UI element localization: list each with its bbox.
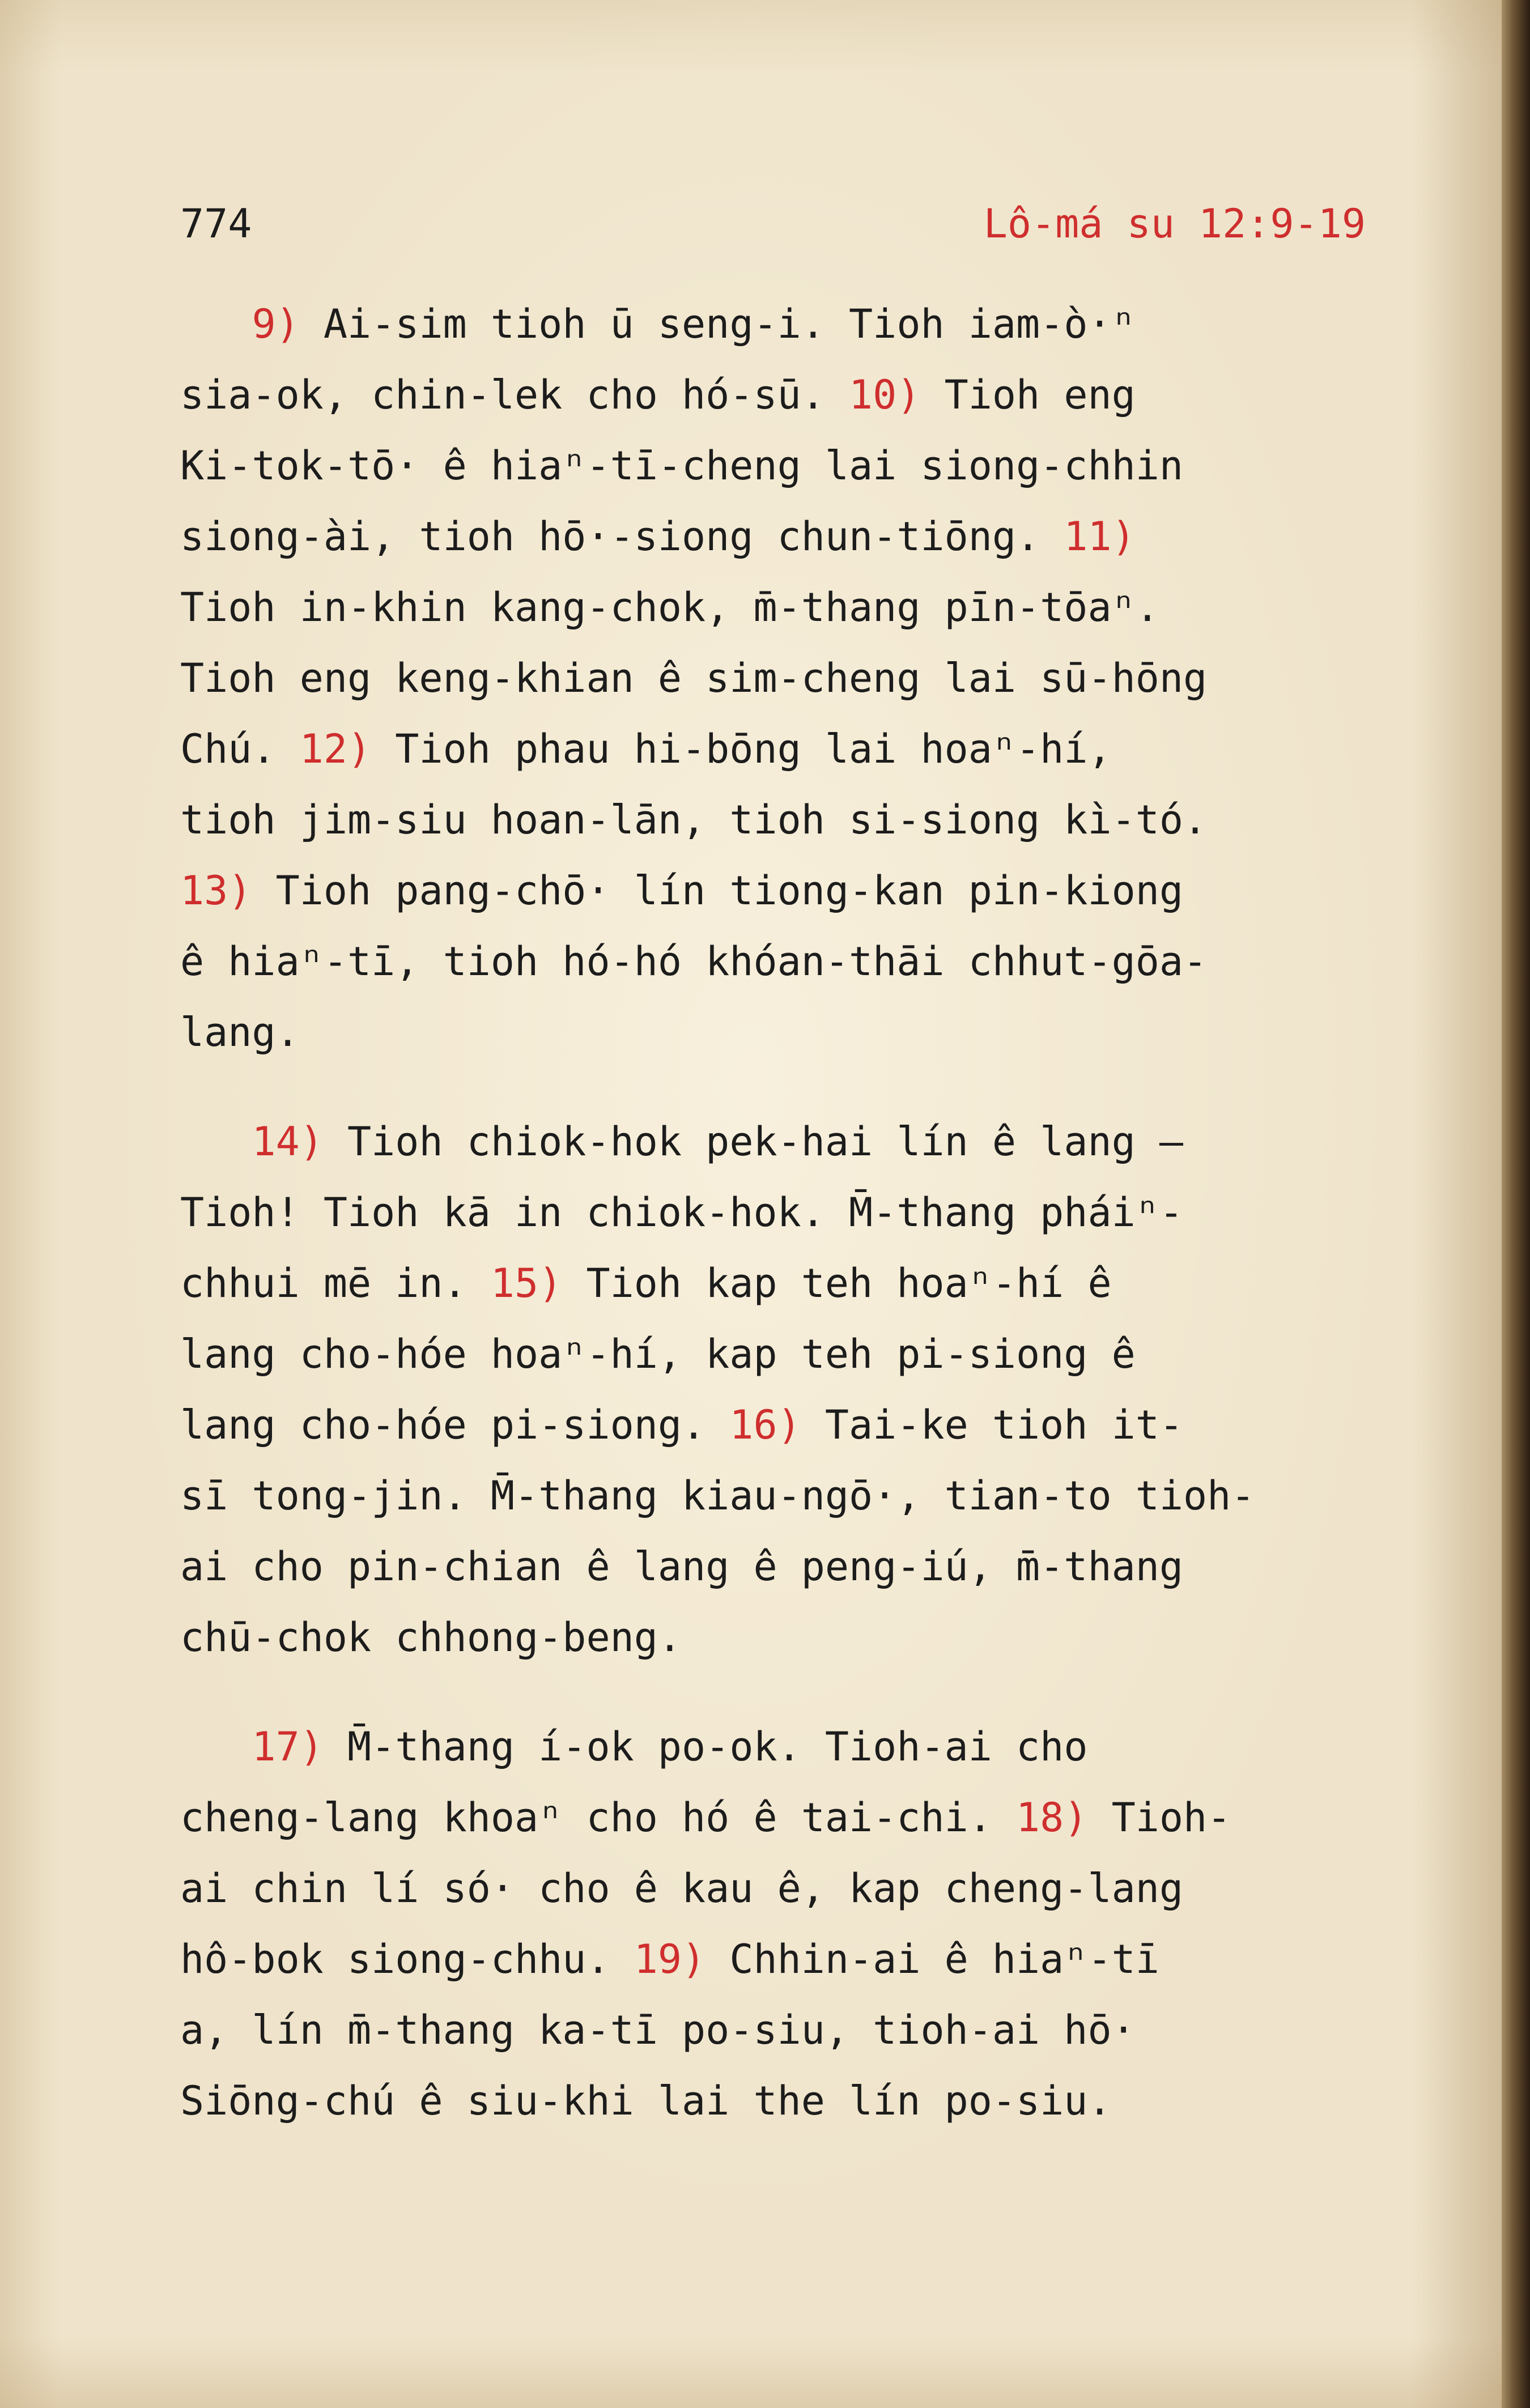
verse-text: Siōng-chú ê siu-khi lai the lín po-siu. <box>180 2078 1112 2124</box>
verse-text: M̄-thang í-ok po-ok. Tioh-ai cho <box>323 1724 1088 1770</box>
verse-number: 19) <box>634 1936 706 1982</box>
text-line <box>180 1177 1455 1248</box>
verse-text: tioh jim-siu hoan-lān, tioh si-siong kì-tó. <box>180 797 1208 843</box>
verse-text: Chú. <box>180 726 300 772</box>
verse-number: 15) <box>490 1260 563 1307</box>
verse-text: hô-bok siong-chhu. <box>180 1936 634 1982</box>
verse-text: Tioh kap teh hoaⁿ-hí ê <box>562 1260 1112 1307</box>
verse-text: ai chin lí só· cho ê kau ê, kap cheng-lang <box>180 1865 1184 1912</box>
text-line <box>180 997 1455 1068</box>
text-line <box>180 926 1455 997</box>
paragraph <box>180 1712 1455 2137</box>
verse-text: ai cho pin-chian ê lang ê peng-iú, m̄-thang <box>180 1543 1184 1590</box>
verse-number: 16) <box>729 1402 801 1448</box>
text-line <box>180 289 1455 360</box>
verse-number: 13) <box>180 867 252 914</box>
verse-text: sī tong-jin. M̄-thang kiau-ngō·, tian-to tioh- <box>180 1473 1255 1519</box>
text-line <box>180 2066 1455 2137</box>
page-number: 774 <box>180 201 252 247</box>
verse-text: cheng-lang khoaⁿ cho hó ê tai-chi. <box>180 1794 1017 1841</box>
text-line <box>180 714 1455 785</box>
text-line <box>180 1107 1455 1177</box>
verse-text: Tioh in-khin kang-chok, m̄-thang pīn-tōaⁿ. <box>180 584 1159 631</box>
text-line <box>180 360 1455 431</box>
book-edge <box>1502 0 1530 2408</box>
text-line <box>180 1461 1455 1531</box>
verse-text: lang cho-hóe pi-siong. <box>180 1402 730 1448</box>
text-line <box>180 431 1455 501</box>
verse-text: lang cho-hóe hoaⁿ-hí, kap teh pi-siong ê <box>180 1331 1136 1377</box>
text-line <box>180 1712 1455 1782</box>
text-line <box>180 1924 1455 1995</box>
verse-number: 12) <box>299 726 372 772</box>
verse-text: Tai-ke tioh it- <box>801 1402 1184 1448</box>
verse-number: 18) <box>1016 1794 1088 1841</box>
scripture-text <box>180 289 1455 2137</box>
verse-text: Ai-sim tioh ū seng-i. Tioh iam-ò·ⁿ <box>299 301 1136 347</box>
verse-text: Tioh pang-chō· lín tiong-kan pin-kiong <box>252 867 1184 914</box>
text-line <box>180 1853 1455 1924</box>
verse-text: ê hiaⁿ-tī, tioh hó-hó khóan-thāi chhut-gōa- <box>180 938 1208 985</box>
paragraph <box>180 1107 1455 1673</box>
text-line <box>180 643 1455 714</box>
verse-text: Tioh eng keng-khian ê sim-cheng lai sū-hōng <box>180 655 1208 701</box>
text-line <box>180 1319 1455 1390</box>
page-header <box>180 193 1366 255</box>
text-line <box>180 572 1455 643</box>
text-line <box>180 1248 1455 1319</box>
text-line <box>180 785 1455 856</box>
verse-text: sia-ok, chin-lek cho hó-sū. <box>180 372 849 418</box>
text-line <box>180 1602 1455 1673</box>
verse-text: Tioh eng <box>920 372 1136 418</box>
verse-text: a, lín m̄-thang ka-tī po-siu, tioh-ai hō· <box>180 2007 1136 2053</box>
verse-text: Tioh chiok-hok pek-hai lín ê lang — <box>323 1118 1184 1165</box>
paragraph-gap <box>180 1673 1455 1712</box>
verse-number: 9) <box>252 301 300 347</box>
text-line <box>180 501 1455 572</box>
verse-text: Ki-tok-tō· ê hiaⁿ-tī-cheng lai siong-chhin <box>180 443 1184 489</box>
text-line <box>180 1531 1455 1602</box>
verse-text: lang. <box>180 1009 300 1056</box>
verse-number: 10) <box>849 372 921 418</box>
paragraph <box>180 289 1455 1068</box>
paragraph-gap <box>180 1068 1455 1107</box>
text-line <box>180 1782 1455 1853</box>
verse-number: 17) <box>252 1724 324 1770</box>
verse-text <box>180 1724 252 1770</box>
text-line <box>180 1995 1455 2066</box>
verse-text: Chhin-ai ê hiaⁿ-tī <box>706 1936 1159 1982</box>
text-line <box>180 1390 1455 1461</box>
verse-text: Tioh! Tioh kā in chiok-hok. M̄-thang pháiⁿ- <box>180 1189 1184 1236</box>
text-line <box>180 856 1455 926</box>
verse-text: Tioh phau hi-bōng lai hoaⁿ-hí, <box>371 726 1112 772</box>
verse-number: 14) <box>252 1118 324 1165</box>
verse-number: 11) <box>1064 513 1136 560</box>
verse-text: siong-ài, tioh hō·-siong chun-tiōng. <box>180 513 1064 560</box>
verse-text: Tioh- <box>1087 1794 1231 1841</box>
verse-text: chhui mē in. <box>180 1260 491 1307</box>
verse-text: chū-chok chhong-beng. <box>180 1614 682 1661</box>
verse-text <box>180 1118 252 1165</box>
running-head: Lô-má su 12:9-19 <box>983 201 1366 247</box>
